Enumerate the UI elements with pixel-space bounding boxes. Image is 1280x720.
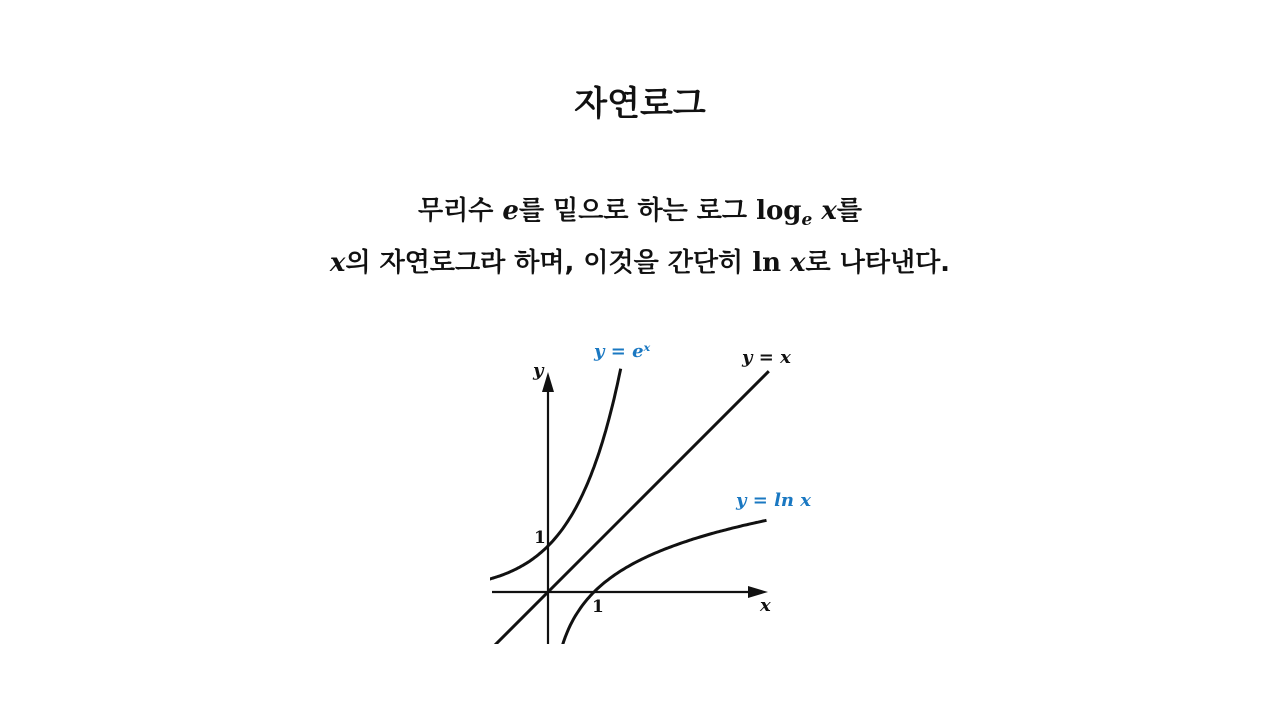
text-segment: 의 자연로그라 하며, 이것을 간단히 xyxy=(345,248,753,278)
math-x: x xyxy=(780,248,806,278)
math-x: x xyxy=(329,248,346,278)
math-e: e xyxy=(502,196,519,226)
y-axis-label: y xyxy=(533,360,544,381)
definition-line-1 xyxy=(0,190,1280,230)
text-segment: 를 xyxy=(836,196,862,226)
exp-curve-label: y = eˣ xyxy=(594,341,651,362)
math-log: log xyxy=(756,196,802,226)
y-axis-arrow xyxy=(542,372,554,392)
ln-curve xyxy=(562,520,767,647)
math-ln: ln xyxy=(752,248,781,278)
text-segment: 를 밑으로 하는 로그 xyxy=(518,196,757,226)
math-x: x xyxy=(812,196,837,226)
log-exp-graph xyxy=(480,335,830,647)
text-segment: 무리수 xyxy=(417,196,503,226)
definition-line-2 xyxy=(0,242,1280,279)
exp-curve xyxy=(488,369,621,580)
y-tick-1: 1 xyxy=(534,528,546,548)
identity-line-label: y = x xyxy=(742,347,791,368)
page-title: 자연로그 xyxy=(574,84,706,124)
x-tick-1: 1 xyxy=(592,597,604,617)
math-log-base: e xyxy=(801,210,813,230)
identity-line xyxy=(488,371,769,647)
text-segment: 로 나타낸다. xyxy=(805,248,951,278)
x-axis-label: x xyxy=(760,595,771,616)
ln-curve-label: y = ln x xyxy=(736,490,811,511)
